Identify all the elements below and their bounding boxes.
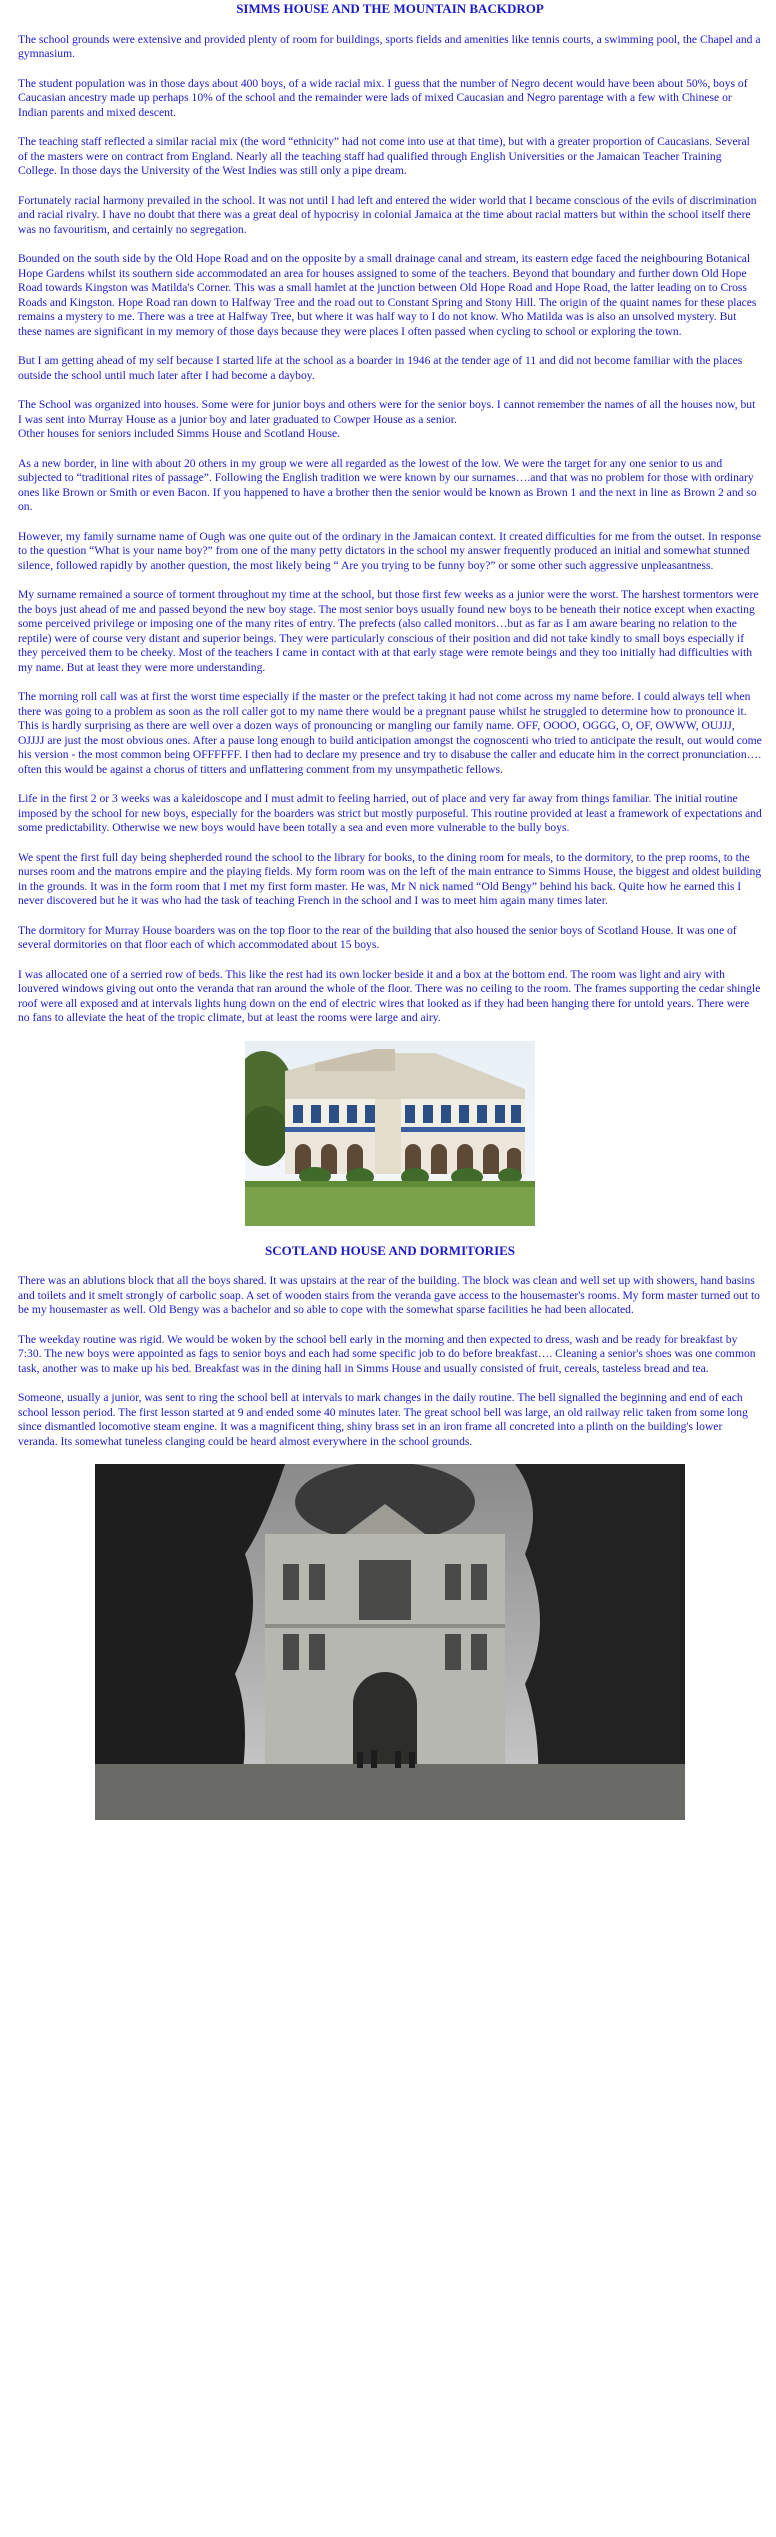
paragraph: But I am getting ahead of my self because I started life at the school as a boarder in 1946 at the tender age of 11 and did not become familiar with the places outside the school until much later after I had become a dayboy. [18,354,743,382]
paragraph: I was allocated one of a serried row of beds. This like the rest had its own locker beside it and a box at the bottom end. The room was light and airy with louvered windows giving out onto the veranda that ran around the whole of the floor. There was no ceiling to the room. The frames supporting the cedar shingle roof were all exposed and at intervals lights hung down on the end of electric wires that looked as if they had been hanging there for untold years. There were no fans to alleviate the heat of the tropic climate, but at least the rooms were large and airy. [18,967,761,1024]
paragraph: We spent the first full day being shepherded round the school to the library for books, to the dining room for meals, to the dormitory, to the prep rooms, to the nurses room and the matrons empire and the playing fields. My form room was on the left of the main entrance to Simms House, the biggest and oldest building in the grounds. It was in the form room that I met my first form master. He was, Mr N nick named “Old Bengy” behind his back. Quite how he earned this I never discovered but he it was who had the task of teaching French in the school and I was to meet him again many times later. [18,850,762,907]
heading-simms-house: SIMMS HOUSE AND THE MOUNTAIN BACKDROP [236,1,544,16]
paragraph: The student population was in those days about 400 boys, of a wide racial mix. I guess that the number of Negro decent would have been about 50%, boys of Caucasian ancestry made up perhaps 10% of the school and the remainder were lads of mixed Caucasian and Negro parentage with a few with Chinese or Indian parents and mixed descent. [18,76,748,119]
photo-simms-house [245,1041,535,1226]
paragraph: The morning roll call was at first the worst time especially if the master or the prefect taking it had not come across my name before. I could always tell when there was going to a problem as soon as the roll caller got to my name there would be a pregnant pause whilst he struggled to determine how to pronounce it. This is hardly surprising as there are well over a dozen ways of pronouncing or mangling our family name. OFF, OOOO, OGGG, O, OF, OWWW, OUJJJ, OJJJJ are just the most obvious ones. After a pause long enough to build anticipation amongst the cognoscenti who tried to anticipate the result, out would come his version - the most common being OFFFFFF. I then had to declare my presence and try to disabuse the caller and educate him in the correct pronunciation…. often this would be against a chorus of titters and unflattering comment from my unsympathetic fellows. [18,690,762,776]
paragraph: As a new border, in line with about 20 others in my group we were all regarded as the lowest of the low. We were the target for any one senior to us and subjected to “traditional rites of passage”. Following the English tradition we were known by our surnames….and that was no problem for those with ordinary ones like Brown or Smith or even Bacon. If you happened to have a brother then the senior would be known as Brown 1 and the next in line as Brown 2 and so on. [18,456,757,513]
heading-scotland-house: SCOTLAND HOUSE AND DORMITORIES [264,1242,516,1258]
paragraph: The teaching staff reflected a similar racial mix (the word “ethnicity” had not come into use at that time), but with a greater proportion of Caucasians. Several of the masters were on contract from England. Nearly all the teaching staff had qualified through English Universities or the Jamaican Teacher Training College. In those days the University of the West Indies was still only a pipe dream. [18,135,750,177]
paragraph: The School was organized into houses. Some were for junior boys and others were for the senior boys. I cannot remember the names of all the houses now, but I was sent into Murray House as a junior boy and later graduated to Cowper House as a senior. Other houses for seniors included Simms House and Scotland House. [18,398,756,440]
paragraph: The school grounds were extensive and provided plenty of room for buildings, sports fields and amenities like tennis courts, a swimming pool, the Chapel and a gymnasium. [18,32,761,60]
paragraph: My surname remained a source of torment throughout my time at the school, but those first few weeks as a junior were the worst. The harshest tormentors were the boys just ahead of me and passed beyond the new boy stage. The most senior boys usually found new boys to be beneath their notice except when exacting some perceived privilege or imposing one of the many rites of entry. The prefects (also called monitors…but as far as I am aware bearing no relation to the reptile) were of course very distant and superior beings. They were particularly conscious of their position and did not take kindly to small boys especially if they perceived them to be cheeky. Most of the teachers I came in contact with at that early stage were remote beings and they too initially had difficulties with my name. But at least they were more understanding. [18,588,759,674]
article [0,2,776,1820]
paragraph: The weekday routine was rigid. We would be woken by the school bell early in the morning and then expected to dress, wash and be ready for breakfast by 7:30. The new boys were appointed as fags to senior boys and each had some specific job to do before breakfast…. Cleaning a senior's shoes was one common task, another was to make up his bed. Breakfast was in the dining hall in Simms House and usually consisted of fruit, cereals, tasteless bread and tea. [18,1332,756,1375]
photo-scotland-house [95,1464,685,1820]
paragraph: The dormitory for Murray House boarders was on the top floor to the rear of the building that also housed the senior boys of Scotland House. It was one of several dormitories on that floor each of which accommodated about 15 boys. [18,923,737,951]
paragraph: Bounded on the south side by the Old Hope Road and on the opposite by a small drainage canal and stream, its eastern edge faced the neighbouring Botanical Hope Gardens whilst its southern side accommodated an area for houses assigned to some of the teachers. Beyond that boundary and further down Old Hope Road towards Kingston was Matilda's Corner. This was a small hamlet at the junction between Old Hope Road and Hope Road, the latter leading on to Cross Roads and Kingston. Hope Road ran down to Halfway Tree and the road out to Constant Spring and Stony Hill. The origin of the quaint names for these places remains a mystery to me. There was a tree at Halfway Tree, but where it was half way to I do not know. Who Matilda was is also an unsolved mystery. But these names are significant in my memory of those days because they were places I often passed when cycling to school or exploring the town. [18,252,757,338]
paragraph: Fortunately racial harmony prevailed in the school. It was not until I had left and entered the wider world that I became conscious of the evils of discrimination and racial rivalry. I have no doubt that there was a great deal of hypocrisy in colonial Jamaica at the time about racial matters but within the school itself there was no favouritism, and certainly no segregation. [18,193,757,236]
paragraph: Someone, usually a junior, was sent to ring the school bell at intervals to mark changes in the daily routine. The bell signalled the beginning and end of each school lesson period. The first lesson started at 9 and ended some 40 minutes later. The great school bell was large, an old railway relic taken from some long since dismantled locomotive steam engine. It was a magnificent thing, shiny brass set in an iron frame all concreted into a plinth on the building's lower veranda. Its somewhat tuneless clanging could be heard almost everywhere in the school grounds. [18,1391,748,1448]
paragraph: Life in the first 2 or 3 weeks was a kaleidoscope and I must admit to feeling harried, out of place and very far away from things familiar. The initial routine imposed by the school for new boys, especially for the boarders was strict but mostly purposeful. This routine provided at least a framework of expectations and some predictability. Otherwise we new boys would have been totally a sea and even more vulnerable to the bully boys. [18,792,762,834]
paragraph: However, my family surname name of Ough was one quite out of the ordinary in the Jamaican context. It created difficulties for me from the outset. In response to the question “What is your name boy?” from one of the many petty dictators in the school my answer frequently produced an initial and somewhat stunned silence, followed rapidly by another question, the most likely being “ Are you trying to be funny boy?” or some other such aggressive unpleasantness. [18,529,762,572]
paragraph: There was an ablutions block that all the boys shared. It was upstairs at the rear of the building. The block was clean and well set up with showers, hand basins and toilets and it smelt strongly of carbolic soap. A set of wooden stairs from the veranda gave access to the housemaster's rooms. My form master turned out to be my housemaster as well. Old Bengy was a bachelor and so able to cope with the somewhat sparse facilities he had been allocated. [18,1274,760,1316]
